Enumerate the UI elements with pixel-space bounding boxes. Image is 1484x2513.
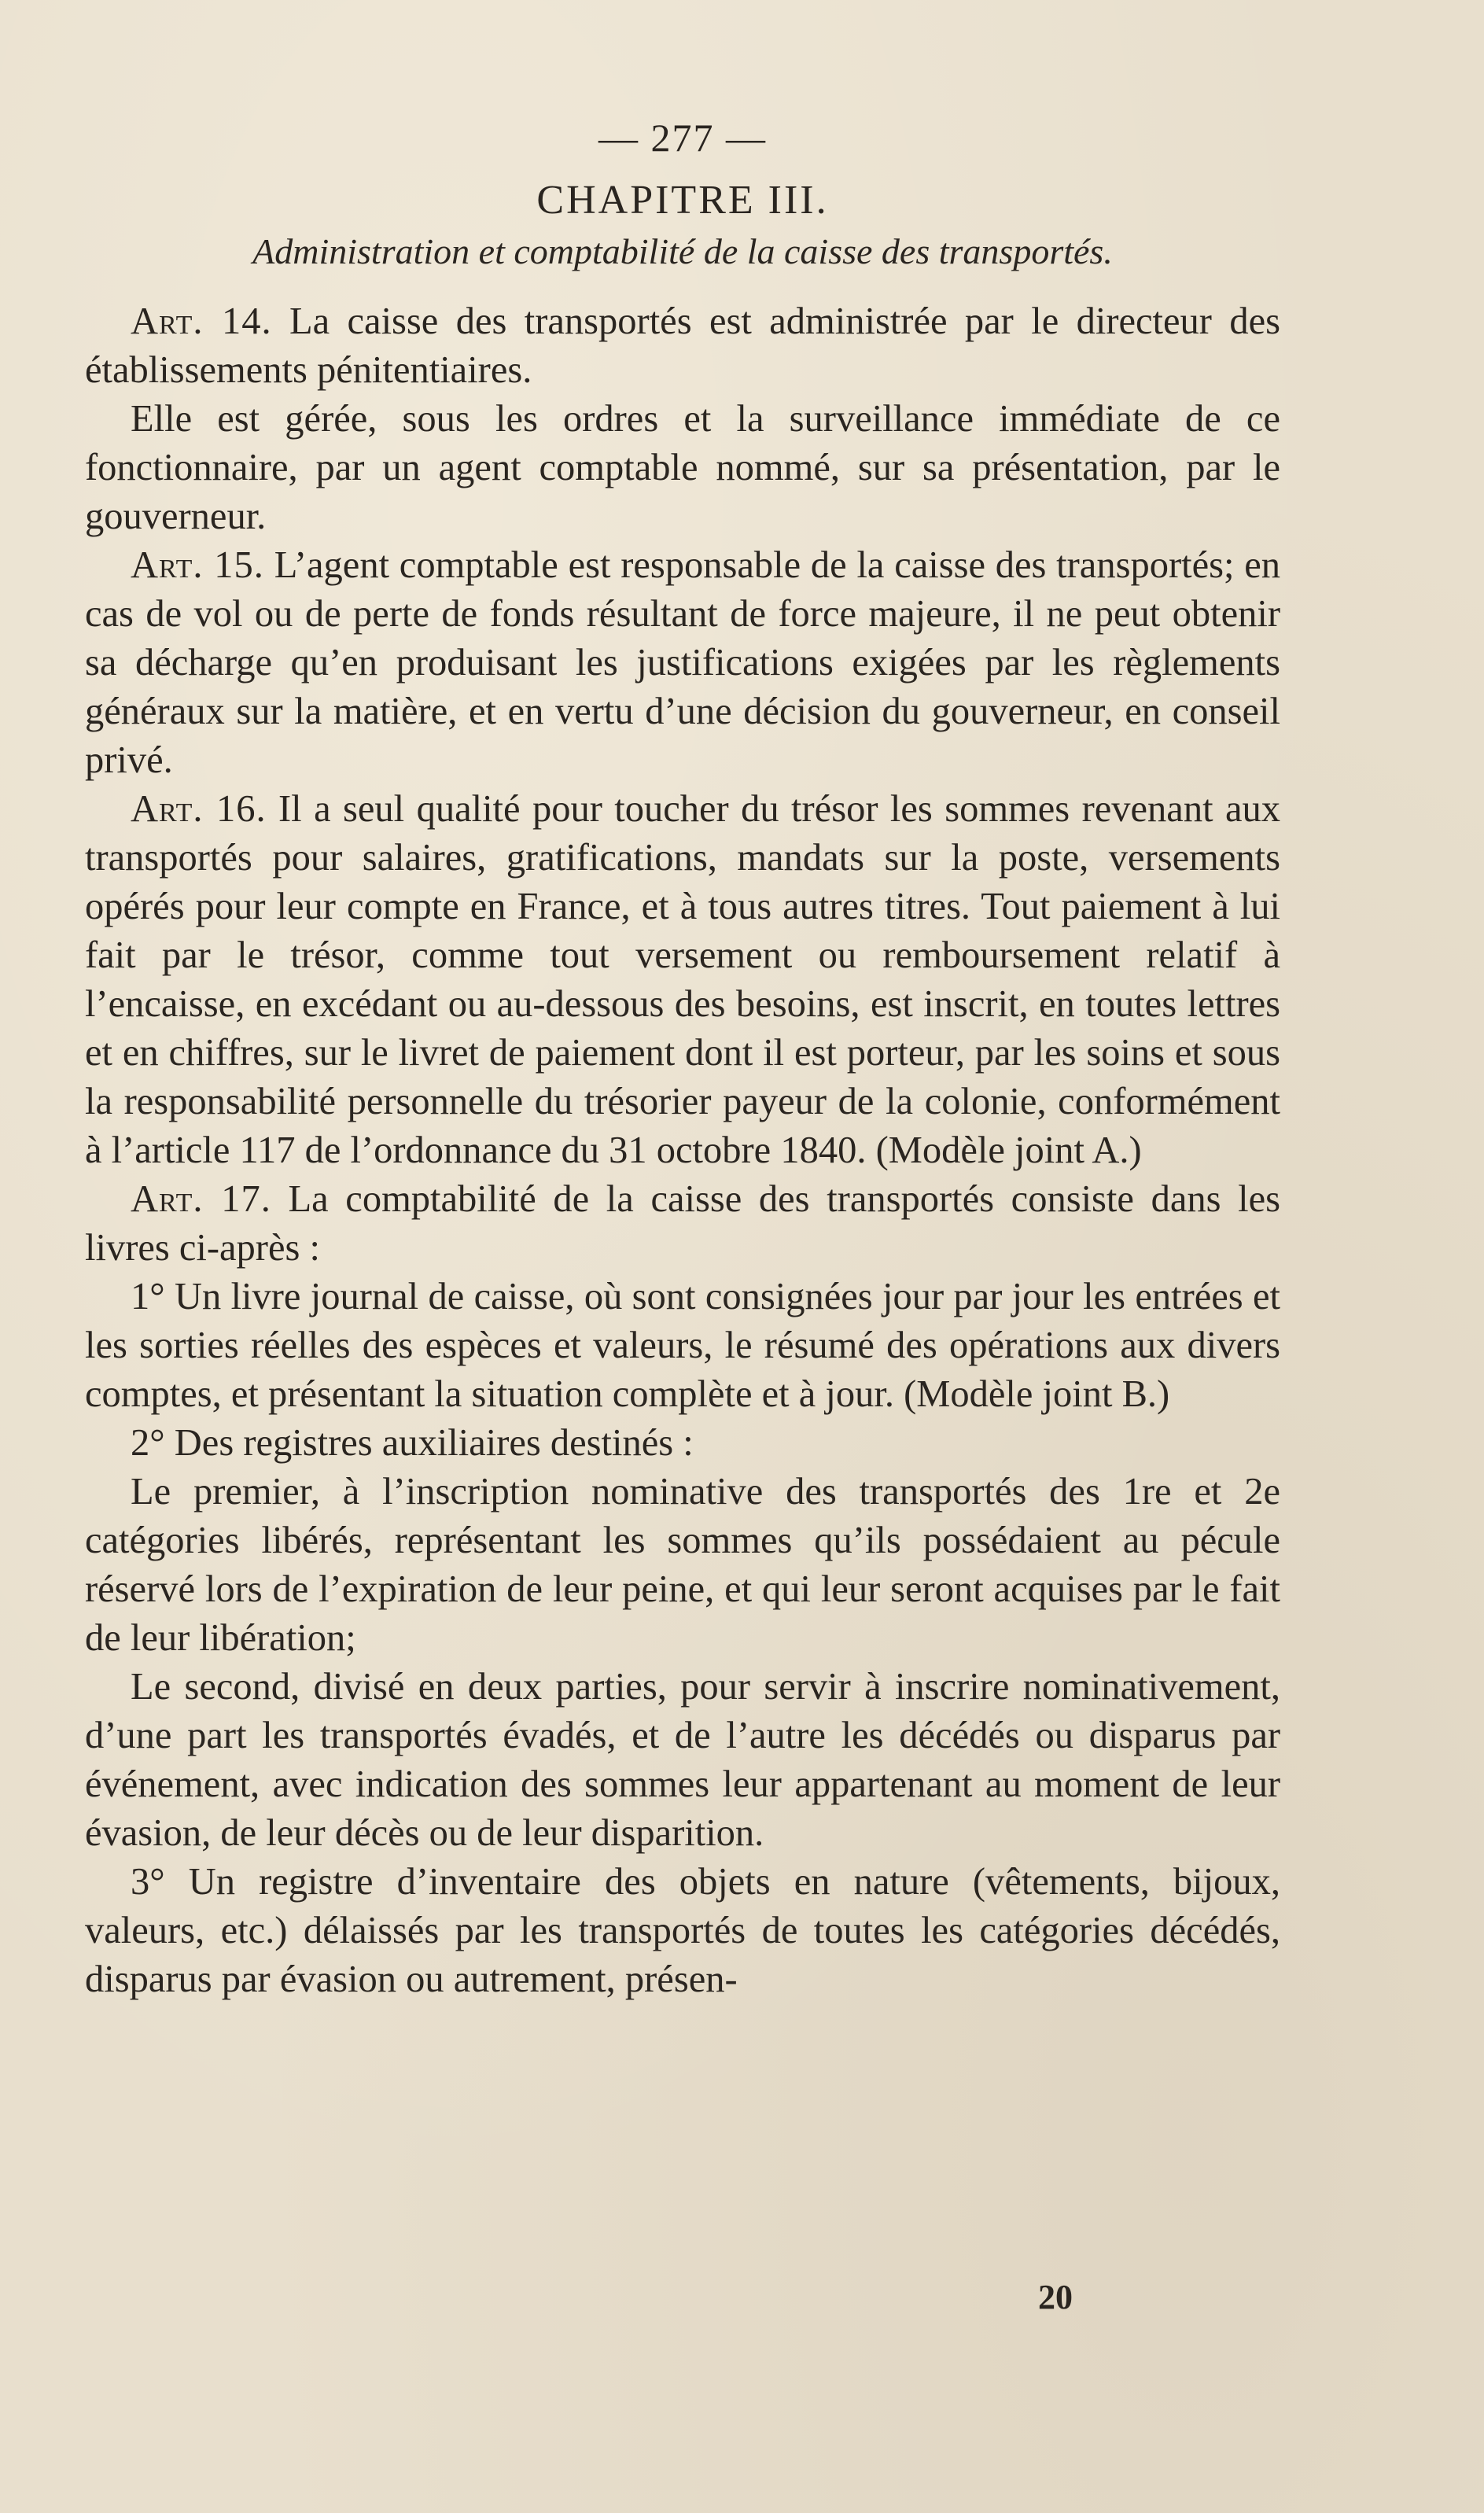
paragraph-item-3 [85, 1858, 1280, 2004]
paragraph-text: Le premier, à l’inscription nominative des transportés des 1re et 2e catégories libérés, représentant les sommes qu’ils possédaient au pécule réservé lors de l’expiration de leur peine, et qui leur seront acquises par le fait de leur libération; [85, 1470, 1280, 1659]
paragraph-item-2 [85, 1419, 1280, 1468]
paragraph [85, 1468, 1280, 1663]
chapter-heading: CHAPITRE III. [536, 178, 829, 223]
text-block [85, 118, 1280, 2004]
article-number: Art. 14. [131, 300, 272, 342]
paragraph-art-16 [85, 785, 1280, 1175]
paragraph-text: 3° Un registre d’inventaire des objets en nature (vêtements, bijoux, valeurs, etc.) délaissés par les transportés de toutes les catégories décédés, disparus par évasion ou autrement, présen- [85, 1860, 1280, 2000]
paragraph-text: Il a seul qualité pour toucher du trésor les sommes revenant aux transportés pour salaires, gratifications, mandats sur la poste, versements opérés pour leur compte en France, et à tous autres titres. Tout paiement à lui fait par le trésor, comme tout versement ou remboursement relatif à l’encaisse, en excédant ou au-dessous des besoins, est inscrit, en toutes lettres et en chiffres, sur le livret de paiement dont il est porteur, par les soins et sous la responsabilité personnelle du trésorier payeur de la colonie, conformément à l’article 117 de l’ordonnance du 31 octobre 1840. (Modèle joint A.) [85, 787, 1280, 1171]
article-number: Art. 17. [131, 1177, 271, 1220]
paragraph-text: 1° Un livre journal de caisse, où sont consignées jour par jour les entrées et les sorties réelles des espèces et valeurs, le résumé des opérations aux divers comptes, et présentant la situation complète et à jour. (Modèle joint B.) [85, 1275, 1280, 1415]
signature-mark: 20 [1038, 2278, 1073, 2316]
article-number: Art. 16. [131, 787, 267, 830]
article-number: Art. 15. [131, 544, 264, 586]
paragraph-text: Elle est gérée, sous les ordres et la surveillance immédiate de ce fonctionnaire, par un agent comptable nommé, sur sa présentation, par le gouverneur. [85, 397, 1280, 537]
paragraph [85, 395, 1280, 541]
paragraph-text: La comptabilité de la caisse des transportés consiste dans les livres ci-après : [85, 1177, 1280, 1269]
paragraph [85, 1663, 1280, 1858]
paragraph-text: La caisse des transportés est administrée par le directeur des établissements pénitentiaires. [85, 300, 1280, 391]
paragraph-art-15 [85, 541, 1280, 785]
paragraph-art-17 [85, 1175, 1280, 1273]
paragraph-text: Le second, divisé en deux parties, pour servir à inscrire nominativement, d’une part les transportés évadés, et de l’autre les décédés ou disparus par événement, avec indication des sommes leur appartenant au moment de leur évasion, de leur décès ou de leur disparition. [85, 1665, 1280, 1854]
paragraph-item-1 [85, 1273, 1280, 1419]
paragraph-text: L’agent comptable est responsable de la caisse des transportés; en cas de vol ou de perte de fonds résultant de force majeure, il ne peut obtenir sa décharge qu’en produisant les justifications exigées par les règlements généraux sur la matière, et en vertu d’une décision du gouverneur, en conseil privé. [85, 544, 1280, 781]
paragraph-text: 2° Des registres auxiliaires destinés : [131, 1421, 694, 1464]
paragraph-art-14 [85, 297, 1280, 395]
page-number: — 277 — [598, 116, 767, 160]
chapter-subtitle: Administration et comptabilité de la caisse des transportés. [252, 231, 1113, 272]
